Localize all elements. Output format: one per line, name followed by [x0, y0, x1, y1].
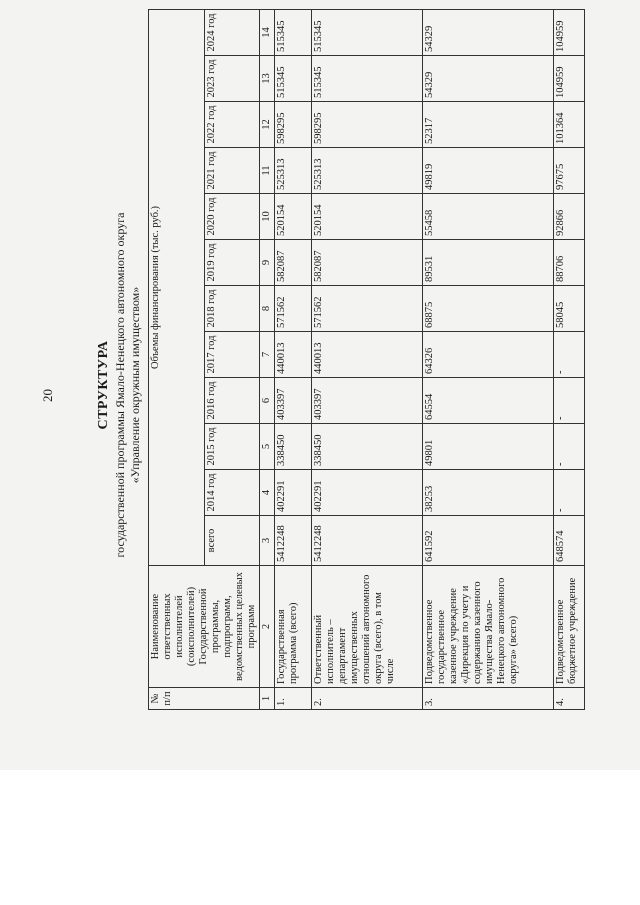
- value-cell: -: [554, 378, 585, 424]
- program-name: «Управление окружным имуществом»: [128, 286, 142, 484]
- column-number: 11: [260, 148, 275, 194]
- value-cell: 104959: [554, 56, 585, 102]
- value-cell: 88706: [554, 240, 585, 286]
- value-cell: -: [554, 470, 585, 516]
- value-cell: 515345: [275, 9, 312, 55]
- value-cell: 598295: [275, 102, 312, 148]
- header-year: 2022 год: [204, 102, 260, 148]
- value-cell: 582087: [312, 240, 423, 286]
- header-no: № п/п: [149, 688, 260, 710]
- value-cell: 571562: [312, 286, 423, 332]
- row-name: Подведомственное государственное казенное учреждение «Дирекция по учету и содержанию казенного имущества Ямало-Ненецкого автономного округа» (всего): [423, 566, 554, 688]
- value-cell: 440013: [312, 332, 423, 378]
- value-cell: 52317: [423, 102, 554, 148]
- value-cell: 641592: [423, 516, 554, 566]
- value-cell: 582087: [275, 240, 312, 286]
- header-year: 2018 год: [204, 286, 260, 332]
- document-title: СТРУКТУРА: [96, 340, 111, 430]
- value-cell: 54329: [423, 9, 554, 55]
- value-cell: 571562: [275, 286, 312, 332]
- header-row-1: [149, 9, 205, 709]
- row-number: 1.: [275, 688, 312, 710]
- structure-table: [148, 9, 585, 710]
- header-funding: Объемы финансирования (тыс. руб.): [149, 9, 205, 565]
- value-cell: 54329: [423, 56, 554, 102]
- column-number: 5: [260, 424, 275, 470]
- value-cell: 101364: [554, 102, 585, 148]
- value-cell: 403397: [275, 378, 312, 424]
- header-year: 2016 год: [204, 378, 260, 424]
- value-cell: -: [554, 332, 585, 378]
- value-cell: -: [554, 424, 585, 470]
- column-number: 4: [260, 470, 275, 516]
- table-row: [312, 9, 423, 709]
- column-number: 2: [260, 566, 275, 688]
- value-cell: 89531: [423, 240, 554, 286]
- column-number: 3: [260, 516, 275, 566]
- header-name: Наименование ответственных исполнителей (соисполнителей) Государственной программы, подпрограмм, ведомственных целевых программ: [149, 566, 260, 688]
- row-name: Подведомственное бюджетное учреждение: [554, 566, 585, 688]
- column-number: 12: [260, 102, 275, 148]
- value-cell: 97675: [554, 148, 585, 194]
- table-row: [275, 9, 312, 709]
- header-year: 2014 год: [204, 470, 260, 516]
- header-year: 2021 год: [204, 148, 260, 194]
- value-cell: 525313: [275, 148, 312, 194]
- table-row: [554, 9, 585, 709]
- value-cell: 598295: [312, 102, 423, 148]
- value-cell: 58045: [554, 286, 585, 332]
- column-number: 8: [260, 286, 275, 332]
- header-year: 2017 год: [204, 332, 260, 378]
- document-subtitle: государственной программы Ямало-Ненецкого автономного округа: [113, 212, 127, 558]
- row-name: Государственная программа (всего): [275, 566, 312, 688]
- value-cell: 338450: [312, 424, 423, 470]
- value-cell: 49819: [423, 148, 554, 194]
- value-cell: 104959: [554, 9, 585, 55]
- header-total: всего: [204, 516, 260, 566]
- header-year: 2024 год: [204, 9, 260, 55]
- value-cell: 68875: [423, 286, 554, 332]
- value-cell: 92866: [554, 194, 585, 240]
- row-name: Ответственный исполнитель – департамент имущественных отношений автономного округа (всего), в том числе: [312, 566, 423, 688]
- column-number: 10: [260, 194, 275, 240]
- value-cell: 403397: [312, 378, 423, 424]
- header-year: 2020 год: [204, 194, 260, 240]
- table-row: [423, 9, 554, 709]
- value-cell: 520154: [312, 194, 423, 240]
- value-cell: 648574: [554, 516, 585, 566]
- column-number: 14: [260, 9, 275, 55]
- column-number: 6: [260, 378, 275, 424]
- value-cell: 64554: [423, 378, 554, 424]
- value-cell: 515345: [312, 56, 423, 102]
- header-year: 2023 год: [204, 56, 260, 102]
- header-year: 2015 год: [204, 424, 260, 470]
- column-number: 1: [260, 688, 275, 710]
- column-number: 13: [260, 56, 275, 102]
- value-cell: 5412248: [312, 516, 423, 566]
- value-cell: 402291: [275, 470, 312, 516]
- value-cell: 49801: [423, 424, 554, 470]
- value-cell: 38253: [423, 470, 554, 516]
- value-cell: 64326: [423, 332, 554, 378]
- column-number-row: [260, 9, 275, 709]
- row-number: 4.: [554, 688, 585, 710]
- column-number: 7: [260, 332, 275, 378]
- page-number: 20: [40, 389, 55, 402]
- row-number: 2.: [312, 688, 423, 710]
- value-cell: 5412248: [275, 516, 312, 566]
- value-cell: 402291: [312, 470, 423, 516]
- row-number: 3.: [423, 688, 554, 710]
- header-year: 2019 год: [204, 240, 260, 286]
- value-cell: 520154: [275, 194, 312, 240]
- value-cell: 515345: [275, 56, 312, 102]
- value-cell: 55458: [423, 194, 554, 240]
- value-cell: 515345: [312, 9, 423, 55]
- value-cell: 440013: [275, 332, 312, 378]
- column-number: 9: [260, 240, 275, 286]
- value-cell: 338450: [275, 424, 312, 470]
- value-cell: 525313: [312, 148, 423, 194]
